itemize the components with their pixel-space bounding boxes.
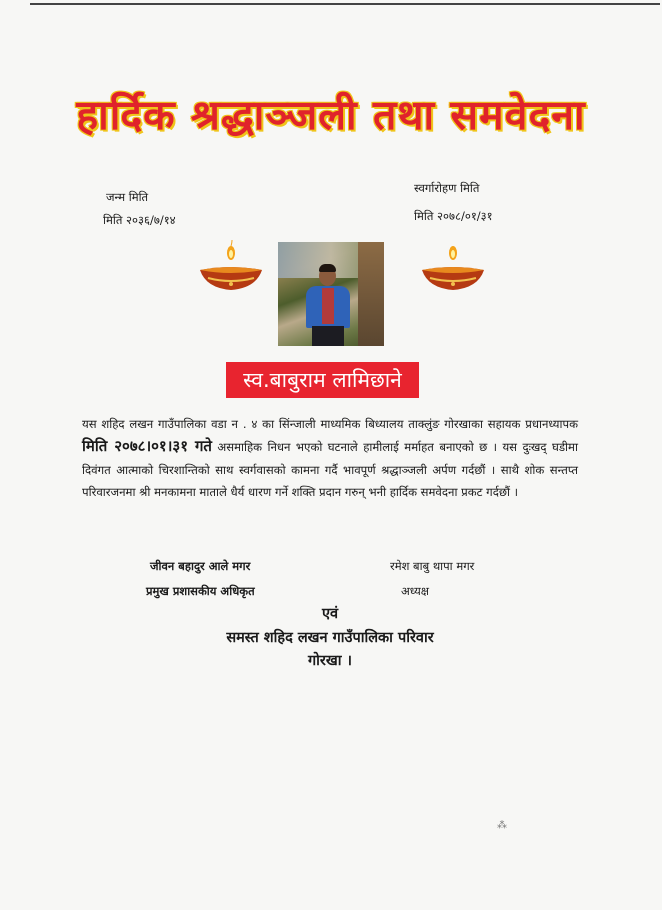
death-date-highlight: मिति २०७८।०१।३१ गते bbox=[82, 437, 212, 456]
message-part-2: असमाहिक निधन भएको घटनाले हामीलाई मर्माहत बनाएको छ । यस दुःखद् घडीमा दिवंगत आत्माको चिरशान्तिको साथ स्वर्गवासको कामना गर्दै भावपूर्ण श्रद्धाञ्जली अर्पण गर्दछौं । साथै शोक सन्तप्त परिवारजनमा श्री मनकामना माताले धैर्य धारण गर्ने शक्ति प्रदान गरुन् भनी हार्दिक समवेदना प्रकट गर्दछौं । bbox=[82, 440, 578, 500]
death-date: मिति २०७८/०१/३१ bbox=[414, 209, 493, 223]
diya-lamp-icon bbox=[418, 240, 488, 300]
condolence-message bbox=[82, 413, 578, 504]
signatory-1-name: जीवन बहादुर आले मगर bbox=[150, 559, 251, 573]
closing-line-2: समस्त शहिद लखन गाउँपालिका परिवार bbox=[226, 630, 434, 646]
signatory-2-title: अध्यक्ष bbox=[401, 584, 430, 598]
top-rule bbox=[30, 3, 660, 5]
closing-line-3: गोरखा । bbox=[307, 653, 352, 669]
deceased-name: स्व.बाबुराम लामिछाने bbox=[226, 362, 419, 398]
scan-speck: ⁂ bbox=[497, 820, 507, 831]
closing-line-1: एवं bbox=[321, 606, 339, 622]
message-part-1: यस शहिद लखन गाउँपालिका वडा न . ४ का सिंन्जाली माध्यमिक बिध्यालय ताक्लुंङ गोरखाका सहायक प्रधानध्यापक bbox=[82, 417, 578, 431]
signatory-2-name: रमेश बाबु थापा मगर bbox=[390, 559, 475, 573]
death-label: स्वर्गारोहण मिति bbox=[414, 181, 480, 195]
diya-lamp-icon bbox=[196, 240, 266, 300]
page-title: हार्दिक श्रद्धाञ्जली तथा समवेदना bbox=[76, 91, 586, 139]
deceased-photo bbox=[278, 242, 384, 346]
signatory-1-title: प्रमुख प्रशासकीय अधिकृत bbox=[146, 584, 255, 598]
birth-date: मिति २०३६/७/१४ bbox=[103, 213, 176, 227]
birth-label: जन्म मिति bbox=[106, 190, 149, 204]
